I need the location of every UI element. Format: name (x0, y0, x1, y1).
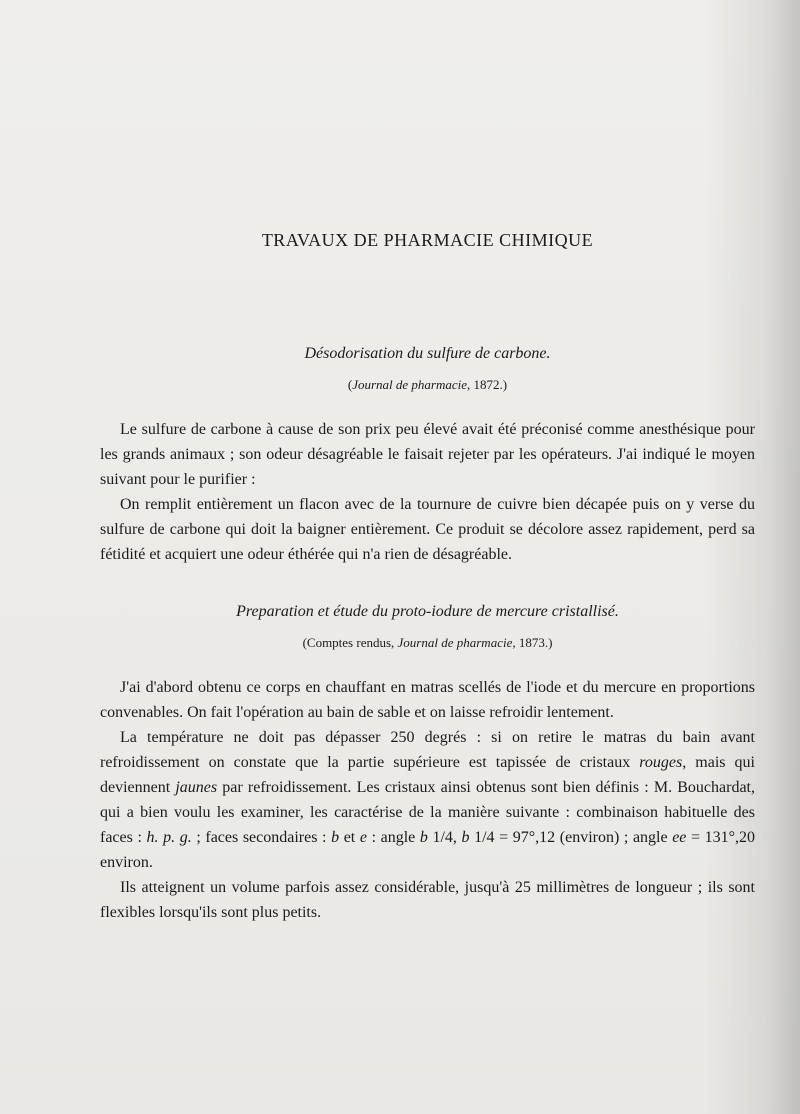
citation-journal: Journal de pharmacie (352, 377, 468, 392)
text-run: : angle (366, 829, 420, 846)
text-run-italic: b (419, 829, 428, 846)
text-run-italic: rouges (639, 754, 683, 771)
citation-suffix: , 1873.) (512, 635, 553, 650)
section-citation (100, 377, 755, 393)
text-run-italic: h. p. g. (146, 829, 192, 846)
section-title: Preparation et étude du proto-iodure de mercure cristallisé. (236, 603, 619, 620)
text-run: , mais qui deviennent (100, 754, 755, 796)
text-run-italic: b (461, 829, 470, 846)
section-proto-iodure (100, 603, 755, 925)
paragraph: Ils atteignent un volume parfois assez considérable, jusqu'à 25 millimètres de longueur ; ils sont flexibles lorsqu'ils sont plus petits. (100, 879, 755, 921)
text-run-italic: e (359, 829, 367, 846)
citation-prefix: ( (347, 377, 353, 392)
text-run: = 131°,20 environ. (100, 829, 756, 871)
text-run-italic: ee (672, 829, 687, 846)
citation-prefix: (Comptes rendus, (302, 635, 398, 650)
text-run-italic: b (331, 829, 340, 846)
paragraph: J'ai d'abord obtenu ce corps en chauffant en matras scellés de l'iode et du mercure en proportions convenables. On fait l'opération au bain de sable et on laisse refroidir lentement. (100, 679, 755, 721)
section-desodorisation (100, 345, 755, 567)
paragraph-rich (100, 725, 755, 875)
paragraph: On remplit entièrement un flacon avec de la tournure de cuivre bien décapée puis on y verse du sulfure de carbone qui doit la baigner entièrement. Ce produit se décolore assez rapidement, perd sa fétidité et acquiert une odeur éthérée qui n'a rien de désagréable. (100, 496, 755, 563)
section-citation (100, 635, 755, 651)
text-run: La température ne doit pas dépasser 250 degrés : si on retire le matras du bain avant refroidissement on constate que la partie supérieure est tapissée de cristaux (100, 729, 755, 771)
page-content (100, 230, 755, 925)
text-run: ; faces secondaires : (191, 829, 332, 846)
bleed-through-texture (92, 92, 772, 212)
text-run-italic: jaunes (175, 779, 218, 796)
section-title: Désodorisation du sulfure de carbone. (304, 345, 551, 362)
paragraph: Le sulfure de carbone à cause de son prix peu élevé avait été préconisé comme anesthésique pour les grands animaux ; son odeur désagréable le faisait rejeter par les opérateurs. J'ai indiqué le moyen suivant pour le purifier : (100, 421, 755, 488)
section-spacer (100, 567, 755, 591)
citation-journal: Journal de pharmacie (397, 635, 513, 650)
text-run: par refroidissement. Les cristaux ainsi obtenus sont bien définis : M. Bouchardat, qui a bien voulu les examiner, les caractérise de la manière suivante : combinaison habituelle des faces : (100, 779, 755, 846)
text-run: 1/4 = 97°,12 (environ) ; angle (469, 829, 673, 846)
citation-suffix: , 1872.) (467, 377, 508, 392)
text-run: et (339, 829, 360, 846)
text-run: 1/4, (427, 829, 462, 846)
page-title: TRAVAUX DE PHARMACIE CHIMIQUE (261, 230, 594, 250)
